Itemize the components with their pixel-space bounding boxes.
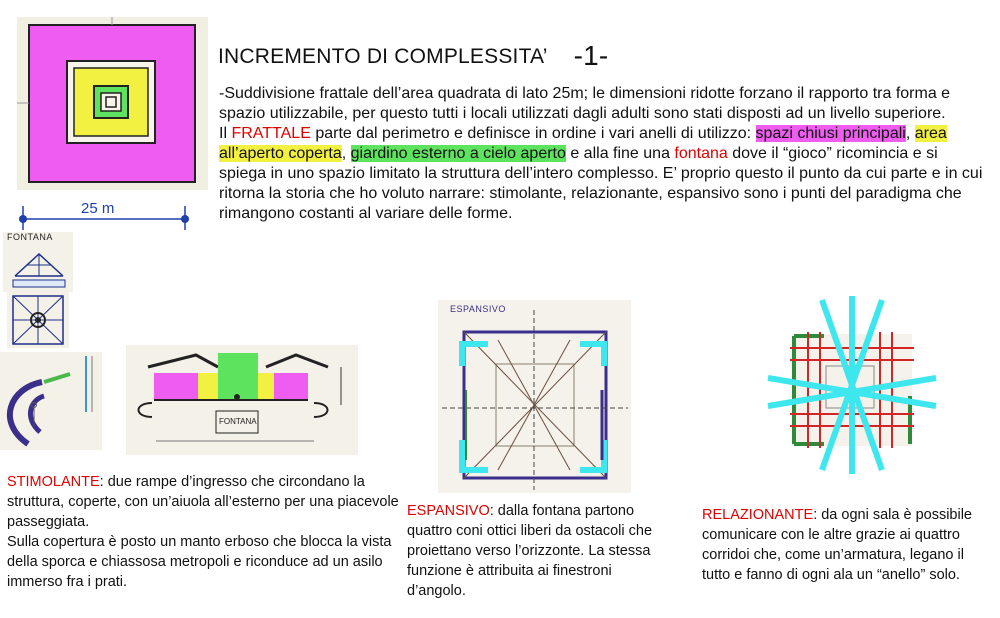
espansivo-keyword: ESPANSIVO <box>407 503 490 519</box>
intro-text-span: Il <box>219 125 232 142</box>
espansivo-paragraph <box>407 501 672 601</box>
intro-text <box>219 84 989 224</box>
stimolante-text-1: : due rampe d’ingresso che circondano la struttura, coperte, con un’aiuola all’esterno per una piacevole passeggiata. <box>7 474 399 530</box>
espansivo-sketch-label: ESPANSIVO <box>450 304 506 314</box>
relazionante-paragraph <box>702 505 992 585</box>
intro-text-span: , <box>905 125 915 142</box>
page-title <box>218 38 608 70</box>
scale-bar <box>15 200 195 230</box>
intro-text-span: parte dal perimetro e definisce in ordine i vari anelli di utilizzo: <box>310 125 756 142</box>
highlight-spazi-chiusi: spazi chiusi principali <box>755 125 906 142</box>
caption-relazionante <box>702 505 992 585</box>
highlight-giardino: giardino esterno a cielo aperto <box>350 145 566 162</box>
title-number: -1- <box>573 40 609 71</box>
scale-label: 25 m <box>81 200 115 217</box>
fontana-keyword: fontana <box>674 145 728 162</box>
fractal-square-sketch <box>17 17 208 190</box>
ramp-section-sketch <box>0 352 102 450</box>
relazionante-text: : da ogni sala è possibile comunicare con le altre grazie ai quattro corridoi che, come un’armatura, legano il tutto e fanno di ogni ala un “anello” solo. <box>702 507 972 583</box>
frattale-keyword: FRATTALE <box>231 125 311 142</box>
intro-text-span: , <box>341 145 351 162</box>
section-sketch <box>126 345 358 455</box>
fontana-plan-sketch <box>7 292 69 348</box>
stimolante-paragraph-2: Sulla copertura è posto un manto erboso che blocca la vista della sporca e chiassosa metropoli e riconduce ad un asilo immerso fra i prati. <box>7 534 392 590</box>
stimolante-paragraph-1 <box>7 472 399 532</box>
espansivo-text: : dalla fontana partono quattro coni ottici liberi da ostacoli che proiettano verso l’orizzonte. La stessa funzione è attribuita ai finestroni d’angolo. <box>407 503 653 599</box>
stimolante-keyword: STIMOLANTE <box>7 474 100 490</box>
fontana-top-label: FONTANA <box>7 232 53 242</box>
espansivo-sketch <box>438 300 631 493</box>
intro-text-span: dove il “gioco” ricomincia e si spiega in uno spazio limitato la struttura dell’intero complesso. E’ proprio questo il punto da cui parte e in cui ritorna la storia che ho voluto narrare: stimolante, relazionante, espansivo sono i punti del paradigma che rimangono costanti al variare delle forme. <box>219 145 983 222</box>
relazionante-keyword: RELAZIONANTE <box>702 507 814 523</box>
intro-text-span: e alla fine una <box>565 145 675 162</box>
intro-paragraph-1: -Suddivisione frattale dell’area quadrata di lato 25m; le dimensioni ridotte forzano il rapporto tra forma e spazio utilizzabile, per questo tutti i locali utilizzati dagli adulti sono stati disposti ad un livello superiore. <box>219 85 951 122</box>
caption-stimolante <box>7 472 399 592</box>
title-text: INCREMENTO DI COMPLESSITA’ <box>218 45 548 68</box>
fontana-elevation-sketch <box>3 232 73 292</box>
caption-espansivo <box>407 501 672 601</box>
highlight-area-coperta: area all’aperto coperta <box>219 125 947 162</box>
relazionante-sketch <box>764 296 940 474</box>
fontana-plan-label: FONTANA <box>219 417 257 426</box>
intro-paragraph-2 <box>219 124 989 224</box>
